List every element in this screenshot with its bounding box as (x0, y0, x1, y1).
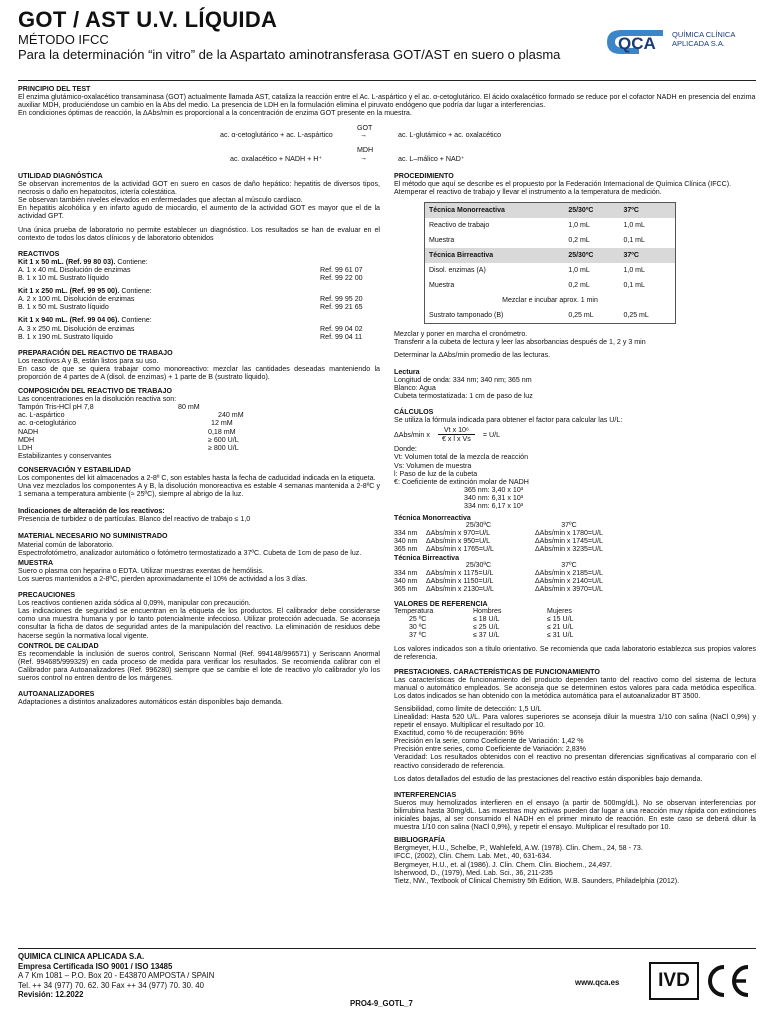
performance-line-4: Precisión en la serie, como Coeficiente de Variación: 1,42 % (394, 737, 584, 746)
principle-text-2: En condiciones óptimas de reacción, la ΔAbs/min es proporcional a la concentración de enzima GOT presente en la muestra. (18, 109, 412, 118)
procedure-heading: PROCEDIMIENTO (394, 172, 454, 180)
reagent-kit-2: Kit 1 x 250 mL. (Ref. 99 95 00). Contiene: A. 2 x 100 mL Disolución de enzimas Ref. 99 95 20 B. 1 x 50 mL Sustrato líquido Ref. 99 21 65 (18, 287, 363, 312)
performance-line-5: Precisión entre series, como Coeficiente de Variación: 2,83% (394, 745, 586, 754)
performance-line-7: Los datos detallados del estudio de las prestaciones del reactivo están disponibles bajo demanda. (394, 774, 703, 783)
utility-p3: En hepatitis alcohólica y en infarto agudo de miocardio, el aumento de la actividad GOT es mayor que el de la actividad GPT. (18, 204, 380, 221)
alteration-heading: Indicaciones de alteración de los reactivos: (18, 507, 165, 516)
procedure-table: Técnica Monorreactiva 25/30ºC 37ºC Reactivo de trabajo 1,0 mL 1,0 mL Muestra 0,2 mL 0,1 mL Técnica Birreactiva 25/30ºC 37ºC Disol. enzimas (A) 1,0 mL 1,0 mL Muestra 0,2 mL 0,1 mL Mezclar e incubar aprox. 1 min Sustrato tamponado (B) 0,25 mL 0,25 mL (424, 202, 676, 324)
autoanalyzers-heading: AUTOANALIZADORES (18, 690, 95, 699)
reading-l3: Cubeta termostatizada: 1 cm de paso de luz (394, 391, 533, 400)
principle-section (18, 85, 756, 117)
performance-line-2: Linealidad: Hasta 520 U/L. Para valores superiores se aconseja diluir la muestra 1/10 con salina (NaCl 0,9%) y repetir el ensayo. Multiplicar el resultado por 10. (394, 713, 756, 730)
reading-l2: Blanco: Agua (394, 383, 436, 392)
bibliography-item: Bergmeyer, H.U., et. al (1986). J. Clin. Chem. Clin. Biochem., 24,497. (394, 860, 613, 869)
preparation-p2: En caso de que se quiera trabajar como monoreactivo: mezclar las cantidades deseadas manteniendo la proporción de 4 partes de A (disol. de enzimas) + 1 parte de B (sustrato líquido). (18, 364, 380, 381)
footer-cert: Empresa Certificada ISO 9001 / ISO 13485 (18, 961, 173, 971)
preparation-p1: Los reactivos A y B, están listos para su uso. (18, 356, 159, 365)
reagent-kit-3: Kit 1 x 940 mL. (Ref. 99 04 06). Contiene: A. 3 x 250 mL Disolución de enzimas Ref. 99 04 02 B. 1 x 190 mL Sustrato líquido Ref. 99 04 11 (18, 316, 363, 341)
footer-doc-code: PRO4-9_GOTL_7 (350, 999, 413, 1008)
footer-address: A 7 Km 1081 – P.O. Box 20 - E43870 AMPOSTA / SPAIN (18, 971, 215, 980)
preparation-heading: PREPARACIÓN DEL REACTIVO DE TRABAJO (18, 348, 173, 357)
footer-phone: Tel. ++ 34 (977) 70. 62. 30 Fax ++ 34 (977) 70. 30. 40 (18, 980, 204, 990)
quality-heading: CONTROL DE CALIDAD (18, 641, 99, 650)
bibliography-item: Bergmeyer, H.U., Schelbe, P., Wahlefeld, A.W. (1978). Clin. Chem., 24, 58 - 73. (394, 844, 643, 853)
calc-e: €: Coeficiente de extinción molar de NADH (394, 477, 529, 486)
document-header (18, 8, 598, 62)
footer-web-link[interactable]: www.qca.es (575, 978, 620, 987)
utility-p1: Se observan incrementos de la actividad GOT en suero en casos de daño hepático: hepatitis de diversos tipos, necrosis o daño en hepatocitos, ictería colestática. (18, 180, 380, 197)
composition-heading: COMPOSICIÓN DEL REACTIVO DE TRABAJO (18, 387, 172, 396)
footer-revision: Revisión: 12.2022 (18, 990, 84, 999)
right-column (394, 168, 756, 885)
company-logo (603, 24, 753, 60)
utility-p4: Una única prueba de laboratorio no permite establecer un diagnóstico. Los resultados se han de evaluar en el contexto de todos los datos clínicos y de laboratorio obtenidos (18, 225, 380, 242)
precautions-p2: Las indicaciones de seguridad se encuentran en la etiqueta de los productos. El calibrador debe considerarse como una muestra humana y por lo tanto potencialmente infeccioso. Utilizar protección adecuada. Se aconseja consultar la ficha de datos de seguridad antes de la manipulación del reactivo. La eliminación de residuos debe hacerse según la normativa local vigente. (18, 607, 380, 640)
calc-l: l: Paso de luz de la cubeta (394, 469, 478, 478)
reference-note: Los valores indicados son a título orientativo. Se recomienda que cada laboratorio establezca sus propios valores de referencia. (394, 645, 756, 662)
bibliography-item: IFCC, (2002), Clin. Chem. Lab. Met., 40, 631-634. (394, 852, 552, 861)
calc-heading: CÁLCULOS (394, 407, 434, 416)
principle-heading: PRINCIPIO DEL TEST (18, 85, 91, 93)
reading-l1: Longitud de onda: 334 nm; 340 nm; 365 nm (394, 375, 532, 384)
reaction-2-arrow: → (360, 154, 368, 162)
reaction-1-right: ac. L-glutámico + ac. oxalacético (398, 131, 502, 139)
method-name: MÉTODO IFCC (18, 32, 109, 47)
header-rule (18, 80, 756, 81)
logo-mark: QCA (618, 34, 656, 53)
calc-coefs: 365 nm: 3,40 x 10³ 340 nm: 6,31 x 10³ 334 nm: 6,17 x 10³ (464, 485, 524, 510)
bibliography-item: Tietz, NW., Textbook of Clinical Chemistry 5th Edition, W.B. Saunders, Philadelphia (2012). (394, 876, 680, 885)
calc-bi-heading: Técnica Birreactiva (394, 554, 460, 563)
storage-p1: Los componentes del kit almacenados a 2-8º C, son estables hasta la fecha de caducidad indicada en la etiqueta. (18, 474, 376, 482)
ce-mark-icon (702, 962, 752, 1000)
interferences-text: Sueros muy hemolizados interfieren en el ensayo (a partir de 500mg/dL). No se observan interferencias por bilirrubina hasta 30mg/dL. Las muestras muy activas pueden dar lugar a una reacción muy rápida con extinciones iniciales bajas, al ser consumido el NADH en el primer minuto de reacción. En este caso se deberá diluir la muestra 1/10 con salina (NaCl 0,9%), y repetir el ensayo. Multiplicar el resultado por 10. (394, 798, 756, 832)
reaction-2-enzyme: MDH (357, 146, 374, 154)
precautions-heading: PRECAUCIONES (18, 591, 76, 600)
quality-text: Es recomendable la inclusión de sueros control, Seriscann Normal (Ref. 994148/996571) y Seriscann Anormal (Ref. 994685/999329) en cada proceso de medida para verificar los resultados. Se recomienda calibrar con el Calibrador para Autoanalizadores (Ref. 996280) siempre que se cambie el lote de reactivo y/o calibrador y/o los sueros control no entren dentro de los márgenes. (18, 649, 380, 682)
autoanalyzers-text: Adaptaciones a distintos analizadores automáticos están disponibles bajo demanda. (18, 698, 284, 707)
reaction-1-arrow: → (360, 131, 368, 139)
utility-p2: Se observan también niveles elevados en enfermedades que afectan al músculo cardíaco. (18, 196, 303, 205)
document-subtitle: Para la determinación “in vitro” de la Aspartato aminotransferasa GOT/AST en suero o plasma (18, 47, 561, 62)
calc-mono-heading: Técnica Monorreactiva (394, 514, 471, 523)
precautions-p1: Los reactivos contienen azida sódica al 0,09%, manipular con precaución. (18, 599, 251, 608)
footer-company: QUIMICA CLINICA APLICADA S.A. (18, 952, 145, 961)
reagent-kit-1: Kit 1 x 50 mL. (Ref. 99 80 03). Contiene: A. 1 x 40 mL Disolución de enzimas Ref. 99 61 07 B. 1 x 10 mL Sustrato líquido Ref. 99 22 00 (18, 257, 363, 283)
calc-intro: Se utiliza la fórmula indicada para obtener el factor para calcular las U/L: (394, 416, 623, 425)
storage-heading: CONSERVACIÓN Y ESTABILIDAD (18, 465, 131, 474)
storage-p2: Una vez mezclados los componentes A y B, la disolución monoreactiva es estable 4 semanas mantenida a 2-8ºC y 1 semana a temperatura ambiente (≈ 25ºC), siempre al abrigo de la luz. (18, 482, 380, 499)
procedure-p2: Atemperar el reactivo de trabajo y llevar el instrumento a la temperatura de medición. (394, 188, 662, 197)
composition-tail: Estabilizantes y conservantes (18, 451, 112, 460)
composition-list: Tampón Tris-HCl pH 7,8 80 mM ac. L-aspártico 240 mM ac. α-cetoglutárico 12 mM NADH 0,18 mM MDH ≥ 600 U/L LDH ≥ 800 U/L (18, 403, 244, 452)
logo-line-1: QUÍMICA CLÍNICA (672, 30, 736, 39)
utility-heading: UTILIDAD DIAGNÓSTICA (18, 172, 103, 180)
interferences-heading: INTERFERENCIAS (394, 790, 457, 799)
procedure-p1: El método que aquí se describe es el propuesto por la Federación Internacional de Química Clínica (IFCC). (394, 180, 732, 189)
material-p2: Espectrofotómetro, analizador automático o fotómetro termostatizado a 37ºC. Cubeta de 1cm de paso de luz. (18, 548, 362, 557)
reading-heading: Lectura (394, 367, 420, 376)
material-p1: Material común de laboratorio. (18, 540, 114, 549)
performance-heading: PRESTACIONES. CARACTERÍSTICAS DE FUNCIONAMIENTO (394, 667, 600, 676)
composition-intro: Las concentraciones en la disolución reactiva son: (18, 395, 177, 404)
performance-line-6: Veracidad: Los resultados obtenidos con el reactivo no presentan diferencias significativas al comparario con el reactivo considerado de referencia. (394, 753, 756, 770)
reaction-2-right: ac. L–málico + NAD⁺ (398, 155, 465, 163)
bibliography-item: Isherwood, D., (1979), Med. Lab. Sci., 36, 211-235 (394, 868, 553, 877)
sample-heading: MUESTRA (18, 558, 54, 567)
left-column (18, 168, 380, 706)
calc-vt: Vt: Volumen total de la mezcla de reacción (394, 453, 529, 462)
reaction-2-left: ac. oxalacético + NADH + H⁺ (230, 155, 323, 163)
sample-p1: Suero o plasma con heparina o EDTA. Utilizar muestras exentas de hemólisis. (18, 566, 264, 575)
calc-where: Donde: (394, 445, 417, 454)
reaction-1-left: ac. α-cetoglutárico + ac. L-aspártico (220, 131, 333, 139)
reference-heading: VALORES DE REFERENCIA (394, 600, 488, 609)
calc-vs: Vs: Volumen de muestra (394, 461, 472, 470)
reagents-heading: REACTIVOS (18, 249, 60, 258)
footer (18, 952, 214, 1000)
performance-intro: Las características de funcionamiento del producto dependen tanto del reactivo como del sistema de lectura manual o automático empleados. Se aconseja que se determinen estos valores para cada metódica específica. Los datos indicados se han obtenido con la metódica automática para el autoanalizador BT 3500. (394, 675, 756, 700)
reaction-1-enzyme: GOT (357, 124, 373, 132)
material-heading: MATERIAL NECESARIO NO SUMINISTRADO (18, 532, 168, 541)
procedure-a1: Mezclar y poner en marcha el cronómetro. (394, 330, 528, 339)
logo-line-2: APLICADA S.A. (672, 39, 725, 48)
reference-table: Temperatura Hombres Mujeres 25 ºC ≤ 18 U/L ≤ 15 U/L 30 ºC ≤ 25 U/L ≤ 21 U/L 37 ºC ≤ 37 U/L ≤ 31 U/L (394, 608, 574, 640)
qca-logo-icon (603, 24, 669, 60)
procedure-a3: Determinar la ΔAbs/min promedio de las lecturas. (394, 351, 551, 360)
document-title: GOT / AST U.V. LÍQUIDA (18, 7, 278, 32)
alteration-text: Presencia de turbidez o de partículas. Blanco del reactivo de trabajo ≤ 1,0 (18, 515, 251, 524)
performance-line-3: Exactitud, como % de recuperación: 96% (394, 729, 524, 738)
calc-bi-table: 25/30ºC 37ºC 334 nm ΔAbs/min x 1175=U/L ΔAbs/min x 2185=U/L 340 nm ΔAbs/min x 1150=U/L ΔAbs/min x 2140=U/L 365 nm ΔAbs/min x 2130=U/L ΔAbs/min x 3970=U/L (394, 562, 603, 594)
bibliography-heading: BIBLIOGRAFÍA (394, 836, 446, 845)
footer-rule (18, 948, 756, 949)
performance-line-1: Sensibilidad, como límite de detección: 1,5 U/L (394, 704, 542, 713)
principle-text: El enzima glutámico-oxalacético transaminasa (GOT) actualmente llamada AST, cataliza la reacción entre el Ac. L-aspártico y el ac. α-cetoglutárico. El ácido oxalacético formado se reduce por el cofactor NADH en presencia del enzima auxiliar MDH, produciéndose un cambio en la Abs del medio. La presencia de LDH en la formulación elimina el piruvato endógeno que podría dar lugar a interferencias. (18, 93, 756, 110)
calc-formula: ΔAbs/min x $\frac{\text{Vt x 10⁶}}{\text{€ x l x Vs}}$ = U/L (394, 426, 501, 444)
procedure-a2: Transferir a la cubeta de lectura y leer las absorbancias después de 1, 2 y 3 min (394, 338, 646, 347)
ivd-mark: IVD (649, 962, 699, 1000)
sample-p2: Los sueros mantenidos a 2-8ºC, pierden aproximadamente el 10% de actividad a los 3 días. (18, 574, 308, 583)
calc-mono-table: 25/30ºC 37ºC 334 nm ΔAbs/min x 970=U/L ΔAbs/min x 1780=U/L 340 nm ΔAbs/min x 950=U/L ΔAbs/min x 1745=U/L 365 nm ΔAbs/min x 1765=U/L ΔAbs/min x 3235=U/L (394, 522, 603, 554)
